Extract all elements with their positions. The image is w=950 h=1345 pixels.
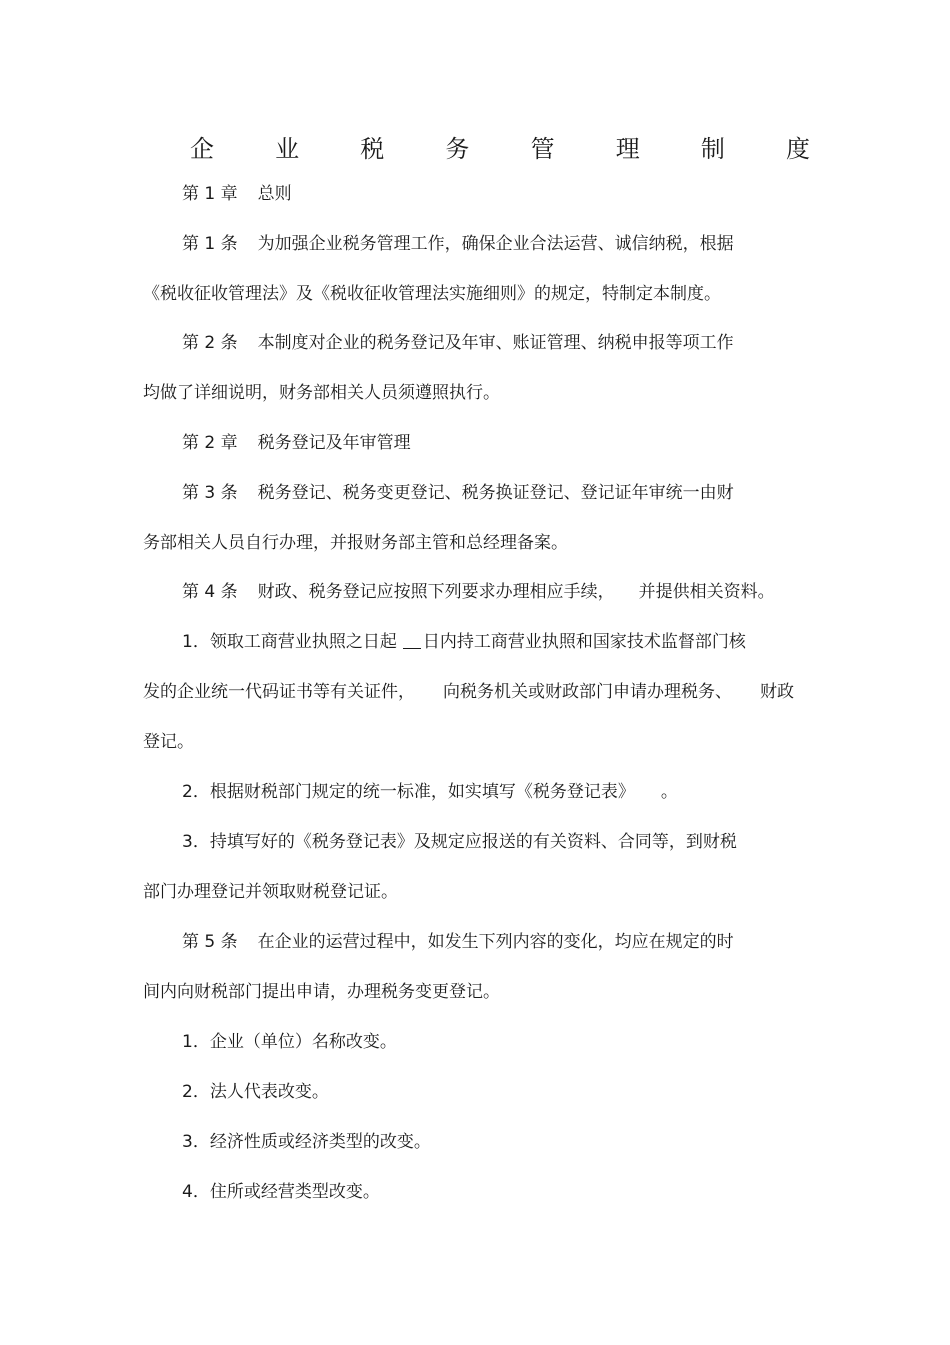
chapter-heading [182,431,411,455]
article-label: 第 1 条 [182,234,238,254]
list-continuation: 登记。 [143,732,194,752]
list-text: 经济性质或经济类型的改变。 [209,1132,431,1152]
chapter-label: 第 1 章 [182,184,238,204]
list-item [182,630,746,654]
list-continuation [143,680,794,704]
title-char: 管 [530,134,555,163]
list-item [182,1130,431,1154]
list-item [182,1180,380,1204]
list-text: 发的企业统一代码证书等有关证件， [143,682,415,702]
article-paragraph [182,481,734,505]
article-continuation: 间内向财税部门提出申请，办理税务变更登记。 [143,982,500,1002]
article-text: 本制度对企业的税务登记及年审、账证管理、纳税申报等项工作 [257,333,734,353]
list-item [182,1080,329,1104]
list-text: 法人代表改变。 [209,1082,329,1102]
article-paragraph [182,331,734,355]
chapter-heading [182,182,292,206]
title-char: 理 [615,134,640,163]
article-label: 第 2 条 [182,333,238,353]
document-title [190,128,810,164]
article-paragraph [182,930,734,954]
title-char: 度 [785,134,810,163]
list-number: 3． [182,1132,210,1152]
article-text: 在企业的运营过程中，如发生下列内容的变化，均应在规定的时 [257,932,734,952]
fill-in-blank [403,632,421,649]
list-text: 。 [660,782,678,802]
list-number: 1． [182,1032,210,1052]
article-label: 第 3 条 [182,483,238,503]
list-text: 领取工商营业执照之日起 [209,632,397,652]
list-item [182,830,737,854]
article-label: 第 4 条 [182,582,238,602]
chapter-title: 总则 [257,184,292,204]
list-text: 向税务机关或财政部门申请办理税务、 [443,682,732,702]
title-char: 务 [445,134,470,163]
list-number: 3． [182,832,210,852]
title-char: 制 [700,134,725,163]
title-char: 税 [360,134,385,163]
chapter-title: 税务登记及年审管理 [257,433,411,453]
article-continuation: 务部相关人员自行办理，并报财务部主管和总经理备案。 [143,533,568,553]
list-item [182,1030,397,1054]
list-text: 持填写好的《税务登记表》及规定应报送的有关资料、合同等，到财税 [209,832,737,852]
article-continuation: 均做了详细说明，财务部相关人员须遵照执行。 [143,383,500,403]
title-char: 业 [275,134,300,163]
article-text: 财政、税务登记应按照下列要求办理相应手续， [257,582,615,602]
list-number: 2． [182,782,210,802]
article-text: 税务登记、税务变更登记、税务换证登记、登记证年审统一由财 [257,483,734,503]
list-text: 财政 [760,682,794,702]
list-number: 4． [182,1182,210,1202]
article-text: 并提供相关资料。 [638,582,775,602]
chapter-label: 第 2 章 [182,433,238,453]
article-continuation: 《税收征收管理法》及《税收征收管理法实施细则》的规定，特制定本制度。 [143,284,721,304]
list-item [182,780,678,804]
article-text: 为加强企业税务管理工作，确保企业合法运营、诚信纳税，根据 [257,234,734,254]
list-continuation: 部门办理登记并领取财税登记证。 [143,882,398,902]
article-label: 第 5 条 [182,932,238,952]
list-text: 根据财税部门规定的统一标准，如实填写《税务登记表》 [209,782,635,802]
list-number: 2． [182,1082,210,1102]
article-paragraph [182,232,734,256]
list-text: 住所或经营类型改变。 [209,1182,380,1202]
list-number: 1． [182,632,210,652]
article-paragraph [182,580,775,604]
title-char: 企 [190,134,214,163]
list-text: 日内持工商营业执照和国家技术监督部门核 [422,632,746,652]
list-text: 企业（单位）名称改变。 [209,1032,397,1052]
